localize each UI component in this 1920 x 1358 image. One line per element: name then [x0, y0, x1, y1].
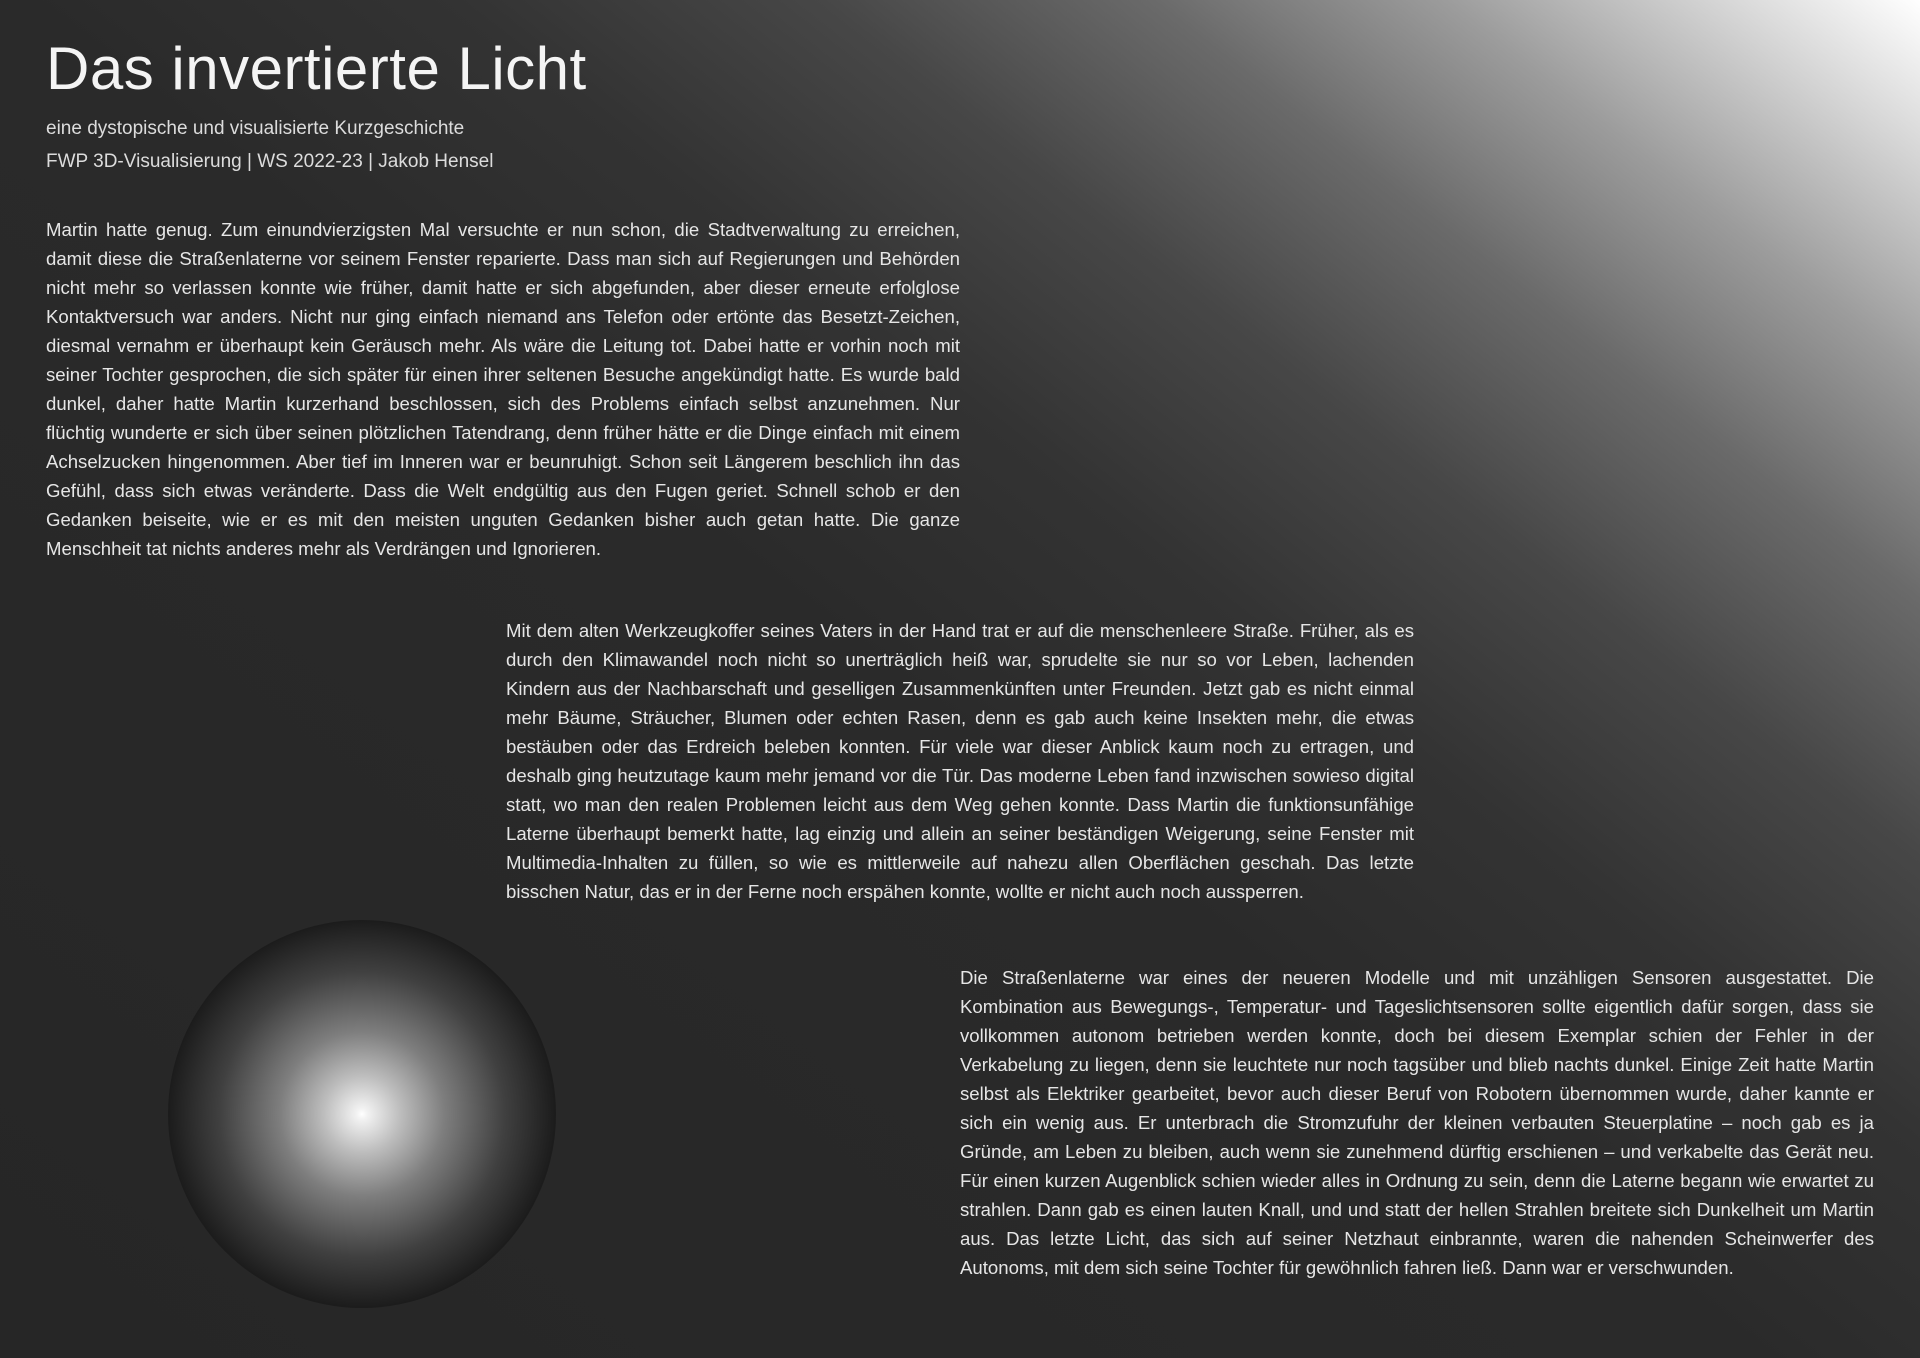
page-title: Das invertierte Licht: [46, 35, 587, 102]
story-paragraph-1: Martin hatte genug. Zum einundvierzigsten Mal versuchte er nun schon, die Stadtverwaltung zu erreichen, damit diese die Straßenlaterne vor seinem Fenster reparierte. Dass man sich auf Regierungen und Behörden nicht mehr so verlassen konnte wie früher, damit hatte er sich abgefunden, aber dieser erneute erfolglose Kontaktversuch war anders. Nicht nur ging einfach niemand ans Telefon oder ertönte das Besetzt-Zeichen, diesmal vernahm er überhaupt kein Geräusch mehr. Als wäre die Leitung tot. Dabei hatte er vorhin noch mit seiner Tochter gesprochen, die sich später für einen ihrer seltenen Besuche angekündigt hatte. Es wurde bald dunkel, daher hatte Martin kurzerhand beschlossen, sich des Problems einfach selbst anzunehmen. Nur flüchtig wunderte er sich über seinen plötzlichen Tatendrang, denn früher hätte er die Dinge einfach mit einem Achselzucken hingenommen. Aber tief im Inneren war er beunruhigt. Schon seit Längerem beschlich ihn das Gefühl, dass sich etwas veränderte. Dass die Welt endgültig aus den Fugen geriet. Schnell schob er den Gedanken beiseite, wie er es mit den meisten unguten Gedanken bisher auch getan hatte. Die ganze Menschheit tat nichts anderes mehr als Verdrängen und Ignorieren.: [46, 219, 960, 559]
glowing-orb-illustration: [168, 920, 556, 1308]
subtitle: eine dystopische und visualisierte Kurzgeschichte: [46, 118, 465, 139]
story-paragraph-2: Mit dem alten Werkzeugkoffer seines Vaters in der Hand trat er auf die menschenleere Straße. Früher, als es durch den Klimawandel noch nicht so unerträglich heiß war, sprudelte sie nur so vor Leben, lachenden Kindern aus der Nachbarschaft und geselligen Zusammenkünften unter Freunden. Jetzt gab es nicht einmal mehr Bäume, Sträucher, Blumen oder echten Rasen, denn es gab auch keine Insekten mehr, die etwas bestäuben oder das Erdreich beleben konnten. Für viele war dieser Anblick kaum noch zu ertragen, und deshalb ging heutzutage kaum mehr jemand vor die Tür. Das moderne Leben fand inzwischen sowieso digital statt, wo man den realen Problemen leicht aus dem Weg gehen konnte. Dass Martin die funktionsunfähige Laterne überhaupt bemerkt hatte, lag einzig und allein an seiner beständigen Weigerung, seine Fenster mit Multimedia-Inhalten zu füllen, so wie es mittlerweile auf nahezu allen Oberflächen geschah. Das letzte bisschen Natur, das er in der Ferne noch erspähen konnte, wollte er nicht auch noch aussperren.: [506, 620, 1414, 902]
story-paragraph-3: Die Straßenlaterne war eines der neueren Modelle und mit unzähligen Sensoren ausgestattet. Die Kombination aus Bewegungs-, Temperatur- und Tageslichtsensoren sollte eigentlich dafür sorgen, dass sie vollkommen autonom betrieben werden konnte, doch bei diesem Exemplar schien der Fehler in der Verkabelung zu liegen, denn sie leuchtete nur noch tagsüber und blieb nachts dunkel. Einige Zeit hatte Martin selbst als Elektriker gearbeitet, bevor auch dieser Beruf von Robotern übernommen wurde, daher kannte er sich ein wenig aus. Er unterbrach die Stromzufuhr der kleinen verbauten Steuerplatine – noch gab es ja Gründe, am Leben zu bleiben, auch wenn sie zunehmend dürftig erschienen – und verkabelte das Gerät neu. Für einen kurzen Augenblick schien wieder alles in Ordnung zu sein, denn die Laterne begann wie erwartet zu strahlen. Dann gab es einen lauten Knall, und und statt der hellen Strahlen breitete sich Dunkelheit um Martin aus. Das letzte Licht, das sich auf seiner Netzhaut einbrannte, waren die nahenden Scheinwerfer des Autonoms, mit dem sich seine Tochter für gewöhnlich fahren ließ. Dann war er verschwunden.: [960, 967, 1874, 1278]
course-info: FWP 3D-Visualisierung | WS 2022-23 | Jakob Hensel: [46, 151, 494, 172]
